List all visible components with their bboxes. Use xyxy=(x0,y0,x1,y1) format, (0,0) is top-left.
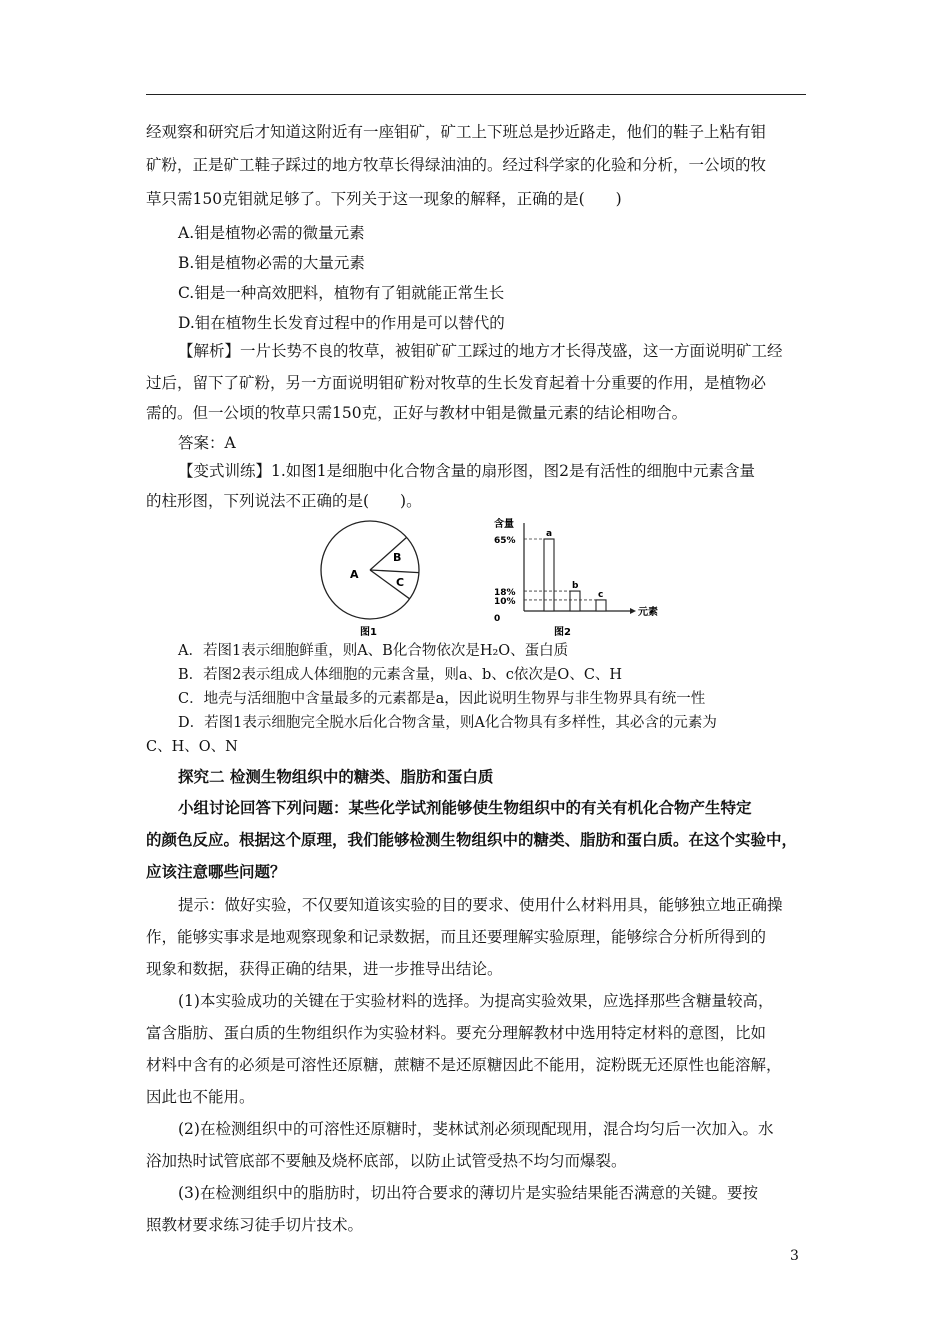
y-tick-label: 65% xyxy=(494,536,516,546)
pie-label-c: C xyxy=(396,576,405,589)
point-1-line-1: (1)本实验成功的关键在于实验材料的选择。为提高实验效果，应选择那些含糖量较高， xyxy=(178,992,774,1010)
question-option-d-line-1: D．若图1表示细胞完全脱水后化合物含量，则A化合物具有多样性，其必含的元素为 xyxy=(178,715,717,731)
intro-line-3: 草只需150克钼就足够了。下列关于这一现象的解释，正确的是( ) xyxy=(146,190,622,208)
option-b: B.钼是植物必需的大量元素 xyxy=(178,254,365,272)
point-1-line-4: 因此也不能用。 xyxy=(146,1088,255,1106)
question-option-a: A．若图1表示细胞鲜重，则A、B化合物依次是H₂O、蛋白质 xyxy=(178,643,569,659)
y-tick-label: 18% xyxy=(494,588,516,599)
bar-label-c: c xyxy=(598,589,604,600)
page-number: 3 xyxy=(790,1248,799,1264)
analysis-line-1: 【解析】一片长势不良的牧草，被钼矿矿工踩过的地方才长得茂盛，这一方面说明矿工经 xyxy=(178,342,783,360)
point-3-line-2: 照教材要求练习徒手切片技术。 xyxy=(146,1216,364,1234)
variant-line-1: 【变式训练】1.如图1是细胞中化合物含量的扇形图，图2是有活性的细胞中元素含量 xyxy=(178,462,756,480)
discussion-line-1: 小组讨论回答下列问题：某些化学试剂能够使生物组织中的有关有机化合物产生特定 xyxy=(178,798,752,817)
y-axis-title: 含量 xyxy=(494,519,514,530)
option-a: A.钼是植物必需的微量元素 xyxy=(178,224,365,242)
x-axis-arrow xyxy=(630,608,636,614)
bar-b xyxy=(570,591,580,611)
pie-label-b: B xyxy=(393,551,402,564)
discussion-line-2: 的颜色反应。根据这个原理，我们能够检测生物组织中的糖类、脂肪和蛋白质。在这个实验中， xyxy=(146,830,798,849)
variant-line-2: 的柱形图，下列说法不正确的是( )。 xyxy=(146,492,422,510)
point-2-line-2: 浴加热时试管底部不要触及烧杯底部，以防止试管受热不均匀而爆裂。 xyxy=(146,1152,627,1170)
figure-2-caption: 图2 xyxy=(554,627,571,638)
option-d: D.钼在植物生长发育过程中的作用是可以替代的 xyxy=(178,314,505,332)
hint-line-3: 现象和数据，获得正确的结果，进一步推导出结论。 xyxy=(146,960,503,978)
figure-1-caption: 图1 xyxy=(360,627,377,638)
point-1-line-3: 材料中含有的必须是可溶性还原糖，蔗糖不是还原糖因此不能用，淀粉既无还原性也能溶解， xyxy=(146,1056,782,1074)
bar-label-a: a xyxy=(546,529,553,539)
question-option-d-line-2: C、H、O、N xyxy=(146,739,238,755)
bar-c xyxy=(596,600,606,611)
point-2-line-1: (2)在检测组织中的可溶性还原糖时，斐林试剂必须现配现用，混合均匀后一次加入。水 xyxy=(178,1120,774,1138)
pie-label-a: A xyxy=(350,568,359,581)
section-heading: 探究二 检测生物组织中的糖类、脂肪和蛋白质 xyxy=(178,767,494,786)
x-axis-title: 元素 xyxy=(638,607,658,618)
question-option-c: C．地壳与活细胞中含量最多的元素都是a，因此说明生物界与非生物界具有统一性 xyxy=(178,691,706,707)
analysis-line-3: 需的。但一公顷的牧草只需150克，正好与教材中钼是微量元素的结论相吻合。 xyxy=(146,404,688,422)
figure-2-bar-chart xyxy=(490,515,668,643)
y-tick-label: 0 xyxy=(494,614,501,624)
bar-label-b: b xyxy=(572,581,579,592)
point-1-line-2: 富含脂肪、蛋白质的生物组织作为实验材料。要充分理解教材中选用特定材料的意图，比如 xyxy=(146,1024,767,1042)
header-rule xyxy=(146,94,806,95)
y-tick-label: 10% xyxy=(494,596,516,607)
answer: 答案：A xyxy=(178,434,236,452)
option-c: C.钼是一种高效肥料，植物有了钼就能正常生长 xyxy=(178,284,505,302)
analysis-line-2: 过后，留下了矿粉，另一方面说明钼矿粉对牧草的生长发育起着十分重要的作用，是植物必 xyxy=(146,374,767,392)
intro-line-2: 矿粉，正是矿工鞋子踩过的地方牧草长得绿油油的。经过科学家的化验和分析，一公顷的牧 xyxy=(146,156,767,174)
intro-line-1: 经观察和研究后才知道这附近有一座钼矿，矿工上下班总是抄近路走，他们的鞋子上粘有钼 xyxy=(146,123,767,141)
figure-1-pie xyxy=(318,515,442,643)
point-3-line-1: (3)在检测组织中的脂肪时，切出符合要求的薄切片是实验结果能否满意的关键。要按 xyxy=(178,1184,758,1202)
question-option-b: B．若图2表示组成人体细胞的元素含量，则a、b、c依次是O、C、H xyxy=(178,667,623,683)
discussion-line-3: 应该注意哪些问题？ xyxy=(146,862,286,881)
hint-line-1: 提示：做好实验，不仅要知道该实验的目的要求、使用什么材料用具，能够独立地正确操 xyxy=(178,896,783,914)
hint-line-2: 作，能够实事求是地观察现象和记录数据，而且还要理解实验原理，能够综合分析所得到的 xyxy=(146,928,767,946)
